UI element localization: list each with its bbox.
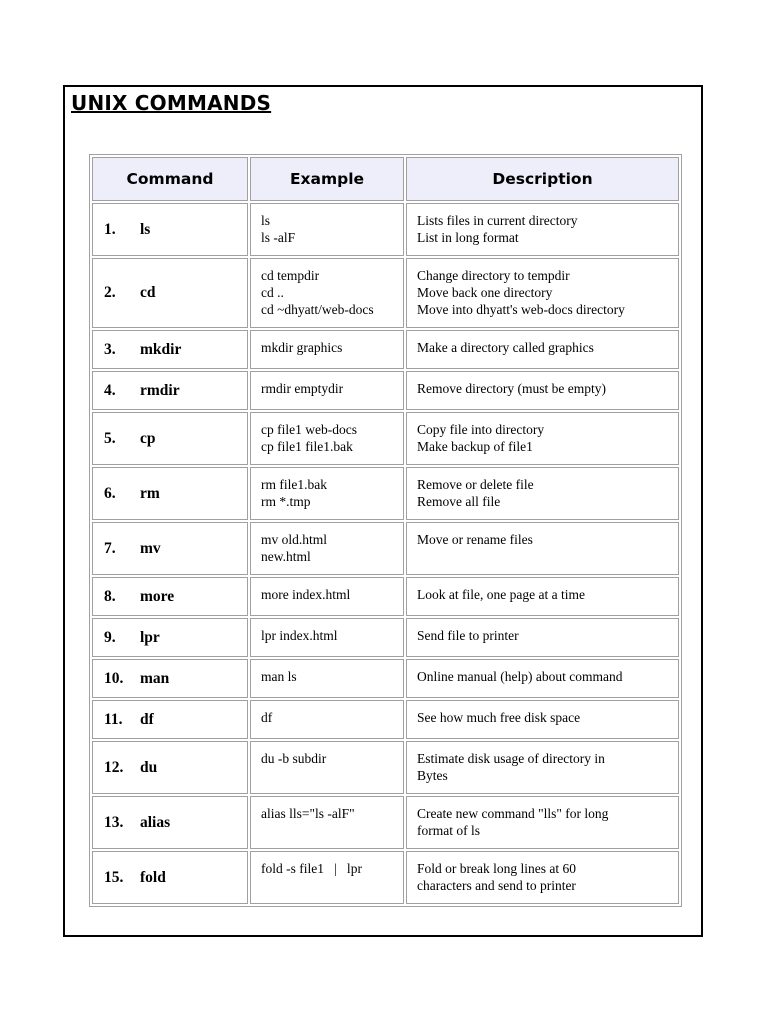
command-name: fold [140, 868, 166, 886]
description-line: Make backup of file1 [417, 439, 533, 454]
description-line: characters and send to printer [417, 878, 576, 893]
example-line: cp file1 file1.bak [261, 439, 353, 454]
table-row [92, 467, 679, 520]
example-line: alias lls="ls -alF" [261, 806, 355, 821]
command-number: 9. [104, 628, 116, 646]
description-cell [406, 203, 679, 256]
example-cell [250, 467, 404, 520]
table-row [92, 522, 679, 575]
description-line: Remove or delete file [417, 477, 534, 492]
command-cell [92, 522, 248, 575]
command-cell [92, 467, 248, 520]
command-name: lpr [140, 628, 160, 646]
example-cell [250, 371, 404, 410]
example-cell [250, 522, 404, 575]
command-cell [92, 577, 248, 616]
command-cell [92, 700, 248, 739]
example-cell [250, 330, 404, 369]
command-name: cp [140, 429, 156, 447]
command-name: rm [140, 484, 160, 502]
description-line: Look at file, one page at a time [417, 587, 585, 602]
description-line: format of ls [417, 823, 480, 838]
example-cell [250, 851, 404, 904]
description-line: Move back one directory [417, 285, 553, 300]
example-line: ls [261, 213, 271, 228]
table-row [92, 796, 679, 849]
example-line: rm *.tmp [261, 494, 311, 509]
command-number: 13. [104, 813, 124, 831]
table-row [92, 851, 679, 904]
command-number: 8. [104, 587, 116, 605]
table-row [92, 330, 679, 369]
command-cell [92, 618, 248, 657]
example-line: cd tempdir [261, 268, 320, 283]
description-line: Make a directory called graphics [417, 340, 594, 355]
example-cell [250, 796, 404, 849]
table-row [92, 203, 679, 256]
description-cell [406, 330, 679, 369]
command-name: df [140, 710, 154, 728]
description-line: Estimate disk usage of directory in [417, 751, 605, 766]
description-cell [406, 851, 679, 904]
description-line: Create new command "lls" for long [417, 806, 609, 821]
table-row [92, 741, 679, 794]
example-line: lpr index.html [261, 628, 338, 643]
command-number: 7. [104, 539, 116, 557]
command-name: rmdir [140, 381, 180, 399]
description-cell [406, 371, 679, 410]
description-cell [406, 577, 679, 616]
command-name: du [140, 758, 158, 776]
command-number: 10. [104, 669, 124, 687]
table-row [92, 371, 679, 410]
table-row [92, 412, 679, 465]
command-number: 1. [104, 220, 116, 238]
example-line: ls -alF [261, 230, 296, 245]
description-cell [406, 618, 679, 657]
command-cell [92, 741, 248, 794]
description-cell [406, 258, 679, 328]
command-number: 6. [104, 484, 116, 502]
example-cell [250, 577, 404, 616]
description-cell [406, 796, 679, 849]
header-command: Command [92, 157, 248, 201]
table-row [92, 258, 679, 328]
command-cell [92, 412, 248, 465]
table-row [92, 700, 679, 739]
description-line: Move or rename files [417, 532, 533, 547]
command-name: cd [140, 284, 156, 301]
example-line: fold -s file1 | lpr [261, 861, 362, 876]
example-line: new.html [261, 549, 311, 564]
example-line: more index.html [261, 587, 351, 602]
description-cell [406, 700, 679, 739]
command-cell [92, 371, 248, 410]
example-line: df [261, 710, 273, 725]
description-line: Remove directory (must be empty) [417, 381, 606, 396]
header-description: Description [406, 157, 679, 201]
command-number: 5. [104, 429, 116, 447]
command-cell [92, 203, 248, 256]
table-row [92, 577, 679, 616]
description-line: Change directory to tempdir [417, 268, 570, 283]
page-frame [63, 85, 703, 937]
example-cell [250, 700, 404, 739]
example-line: rm file1.bak [261, 477, 327, 492]
commands-table [89, 154, 682, 907]
example-line: cd .. [261, 285, 284, 300]
description-line: List in long format [417, 230, 519, 245]
command-number: 4. [104, 381, 116, 399]
command-name: mv [140, 539, 161, 557]
example-line: du -b subdir [261, 751, 327, 766]
example-cell [250, 203, 404, 256]
command-cell [92, 258, 248, 328]
command-name: alias [140, 813, 171, 831]
description-cell [406, 522, 679, 575]
command-number: 12. [104, 758, 124, 776]
command-name: more [140, 587, 175, 605]
command-number: 3. [104, 340, 116, 358]
description-line: Move into dhyatt's web-docs directory [417, 302, 625, 317]
command-name: mkdir [140, 340, 182, 358]
header-example: Example [250, 157, 404, 201]
command-name: ls [140, 220, 151, 238]
example-cell [250, 618, 404, 657]
command-name: man [140, 669, 170, 687]
example-line: cp file1 web-docs [261, 422, 357, 437]
description-line: Send file to printer [417, 628, 519, 643]
table-row [92, 659, 679, 698]
command-cell [92, 851, 248, 904]
command-number: 2. [104, 284, 116, 301]
example-line: mv old.html [261, 532, 328, 547]
description-line: Remove all file [417, 494, 501, 509]
description-line: Online manual (help) about command [417, 669, 623, 684]
example-cell [250, 258, 404, 328]
example-line: cd ~dhyatt/web-docs [261, 302, 374, 317]
example-line: rmdir emptydir [261, 381, 344, 396]
description-cell [406, 467, 679, 520]
description-line: Lists files in current directory [417, 213, 578, 228]
command-number: 11. [104, 710, 123, 728]
table-row [92, 618, 679, 657]
table-header-row [92, 157, 679, 201]
description-cell [406, 412, 679, 465]
example-cell [250, 659, 404, 698]
example-line: man ls [261, 669, 297, 684]
description-line: See how much free disk space [417, 710, 581, 725]
description-cell [406, 659, 679, 698]
command-cell [92, 330, 248, 369]
command-cell [92, 659, 248, 698]
description-line: Bytes [417, 768, 448, 783]
description-cell [406, 741, 679, 794]
example-line: mkdir graphics [261, 340, 343, 355]
example-cell [250, 412, 404, 465]
command-number: 15. [104, 868, 124, 886]
description-line: Fold or break long lines at 60 [417, 861, 576, 876]
command-cell [92, 796, 248, 849]
page-title: UNIX COMMANDS [71, 91, 272, 115]
example-cell [250, 741, 404, 794]
description-line: Copy file into directory [417, 422, 545, 437]
